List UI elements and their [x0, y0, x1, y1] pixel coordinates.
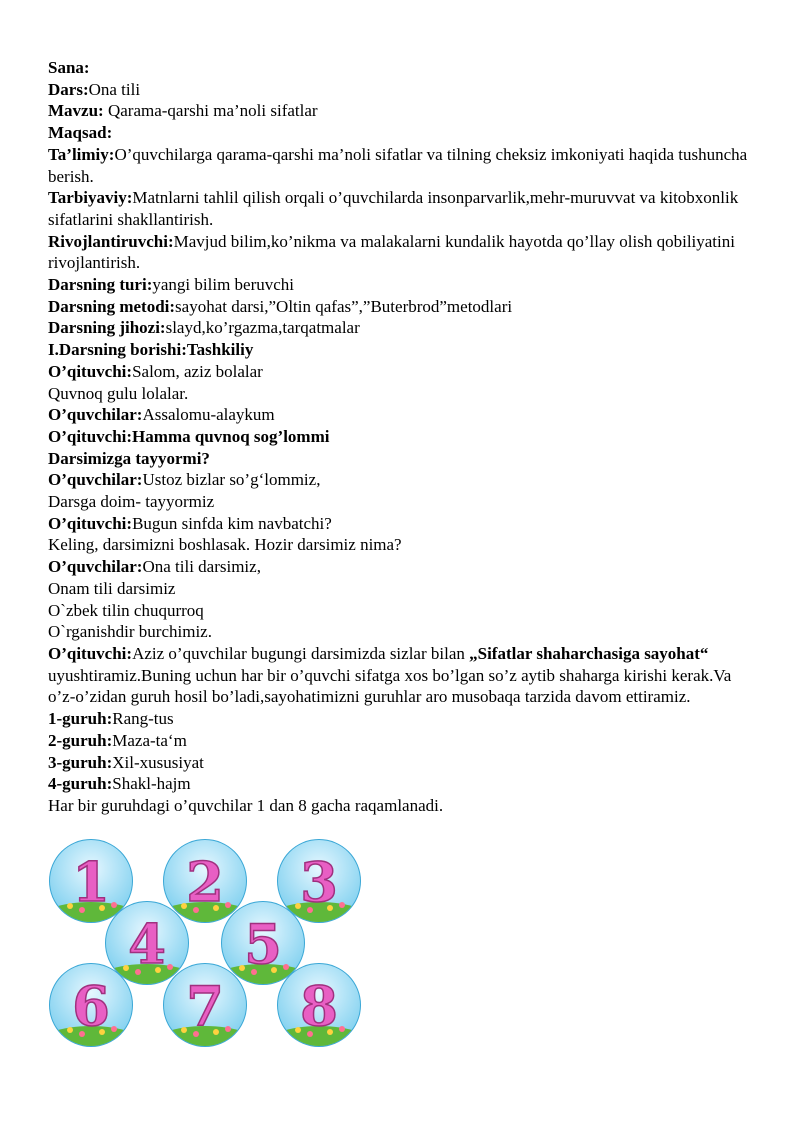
group-4: 4-guruh:Shakl-hajm — [48, 774, 191, 794]
badge-number: 7 — [186, 974, 224, 1038]
group-3: 3-guruh:Xil-xususiyat — [48, 752, 204, 772]
students-line-cont: O`rganishdir burchimiz. — [48, 622, 212, 642]
group-1: 1-guruh:Rang-tus — [48, 709, 174, 729]
number-badges — [48, 838, 368, 1050]
badge-graphic — [276, 962, 362, 1048]
topic-line: Mavzu: Qarama-qarshi ma’noli sifatlar — [48, 101, 318, 121]
subject-line: Dars:Ona tili — [48, 79, 141, 99]
lesson-equipment: Darsning jihozi:slayd,ko’rgazma,tarqatmalar — [48, 318, 360, 338]
development-goal: Rivojlantiruvchi:Mavjud bilim,ko’nikma va malakalarni kundalik hayotda qo’llay olish qobiliyatini rivojlantirish. — [48, 231, 735, 273]
students-line-cont: Darsga doim- tayyormiz — [48, 492, 215, 512]
number-badge — [276, 962, 362, 1048]
badge-number: 5 — [244, 912, 282, 976]
badge-graphic — [48, 962, 134, 1048]
teacher-line-bold: O’qituvchi:Hamma quvnoq sog’lommi — [48, 426, 330, 446]
badge-number: 8 — [300, 974, 338, 1038]
teacher-line: O’qituvchi:Bugun sinfda kim navbatchi? — [48, 513, 332, 533]
goal-heading: Maqsad: — [48, 123, 113, 143]
lesson-plan — [48, 57, 748, 817]
badge-number: 4 — [128, 912, 166, 976]
teacher-line-cont: Keling, darsimizni boshlasak. Hozir darsimiz nima? — [48, 535, 402, 555]
group-2: 2-guruh:Maza-ta‘m — [48, 730, 187, 750]
badge-number: 6 — [72, 974, 110, 1038]
date-line: Sana: — [48, 58, 90, 77]
badge-number: 2 — [186, 850, 224, 914]
upbringing-goal: Tarbiyaviy:Matnlarni tahlil qilish orqali o’quvchilarda insonparvarlik,mehr-muruvvat va kitobxonlik sifatlarini shakllantirish. — [48, 188, 739, 229]
teacher-line-bold-cont: Darsimizga tayyormi? — [48, 448, 210, 468]
badge-number: 1 — [72, 850, 110, 914]
educational-goal: Ta’limiy:O’quvchilarga qarama-qarshi ma’noli sifatlar va tilning cheksiz imkoniyati haqida tushuncha berish. — [48, 144, 748, 186]
lesson-flow-heading: I.Darsning borishi:Tashkiliy — [48, 340, 254, 360]
teacher-line-cont: Quvnoq gulu lolalar. — [48, 383, 189, 403]
lesson-method: Darsning metodi:sayohat darsi,”Oltin qafas”,”Buterbrod”metodlari — [48, 296, 513, 316]
badge-number: 3 — [300, 850, 338, 914]
students-line: O’quvchilar:Ona tili darsimiz, — [48, 557, 261, 577]
number-badge — [162, 962, 248, 1048]
lesson-type: Darsning turi:yangi bilim beruvchi — [48, 275, 295, 295]
teacher-line: O’qituvchi:Salom, aziz bolalar — [48, 361, 263, 381]
students-line-cont: Onam tili darsimiz — [48, 578, 176, 598]
students-line-cont: O`zbek tilin chuqurroq — [48, 600, 204, 620]
number-badge — [48, 962, 134, 1048]
students-line: O’quvchilar:Ustoz bizlar so’g‘lommiz, — [48, 470, 321, 490]
teacher-paragraph: O’qituvchi:Aziz o’quvchilar bugungi darsimizda sizlar bilan „Sifatlar shaharchasiga sayohat“ uyushtiramiz.Buning uchun har bir o’quvchi sifatga xos bo’lgan so’z aytib shaharga kirishi kerak.Va o’z-o’zidan guruh hosil bo’ladi,sayohatimizni guruhlar aro musobaqa tarzida davom ettiramiz. — [48, 643, 732, 707]
students-line: O’quvchilar:Assalomu-alaykum — [48, 405, 275, 425]
numbering-note: Har bir guruhdagi o’quvchilar 1 dan 8 gacha raqamlanadi. — [48, 795, 444, 815]
badge-graphic — [162, 962, 248, 1048]
